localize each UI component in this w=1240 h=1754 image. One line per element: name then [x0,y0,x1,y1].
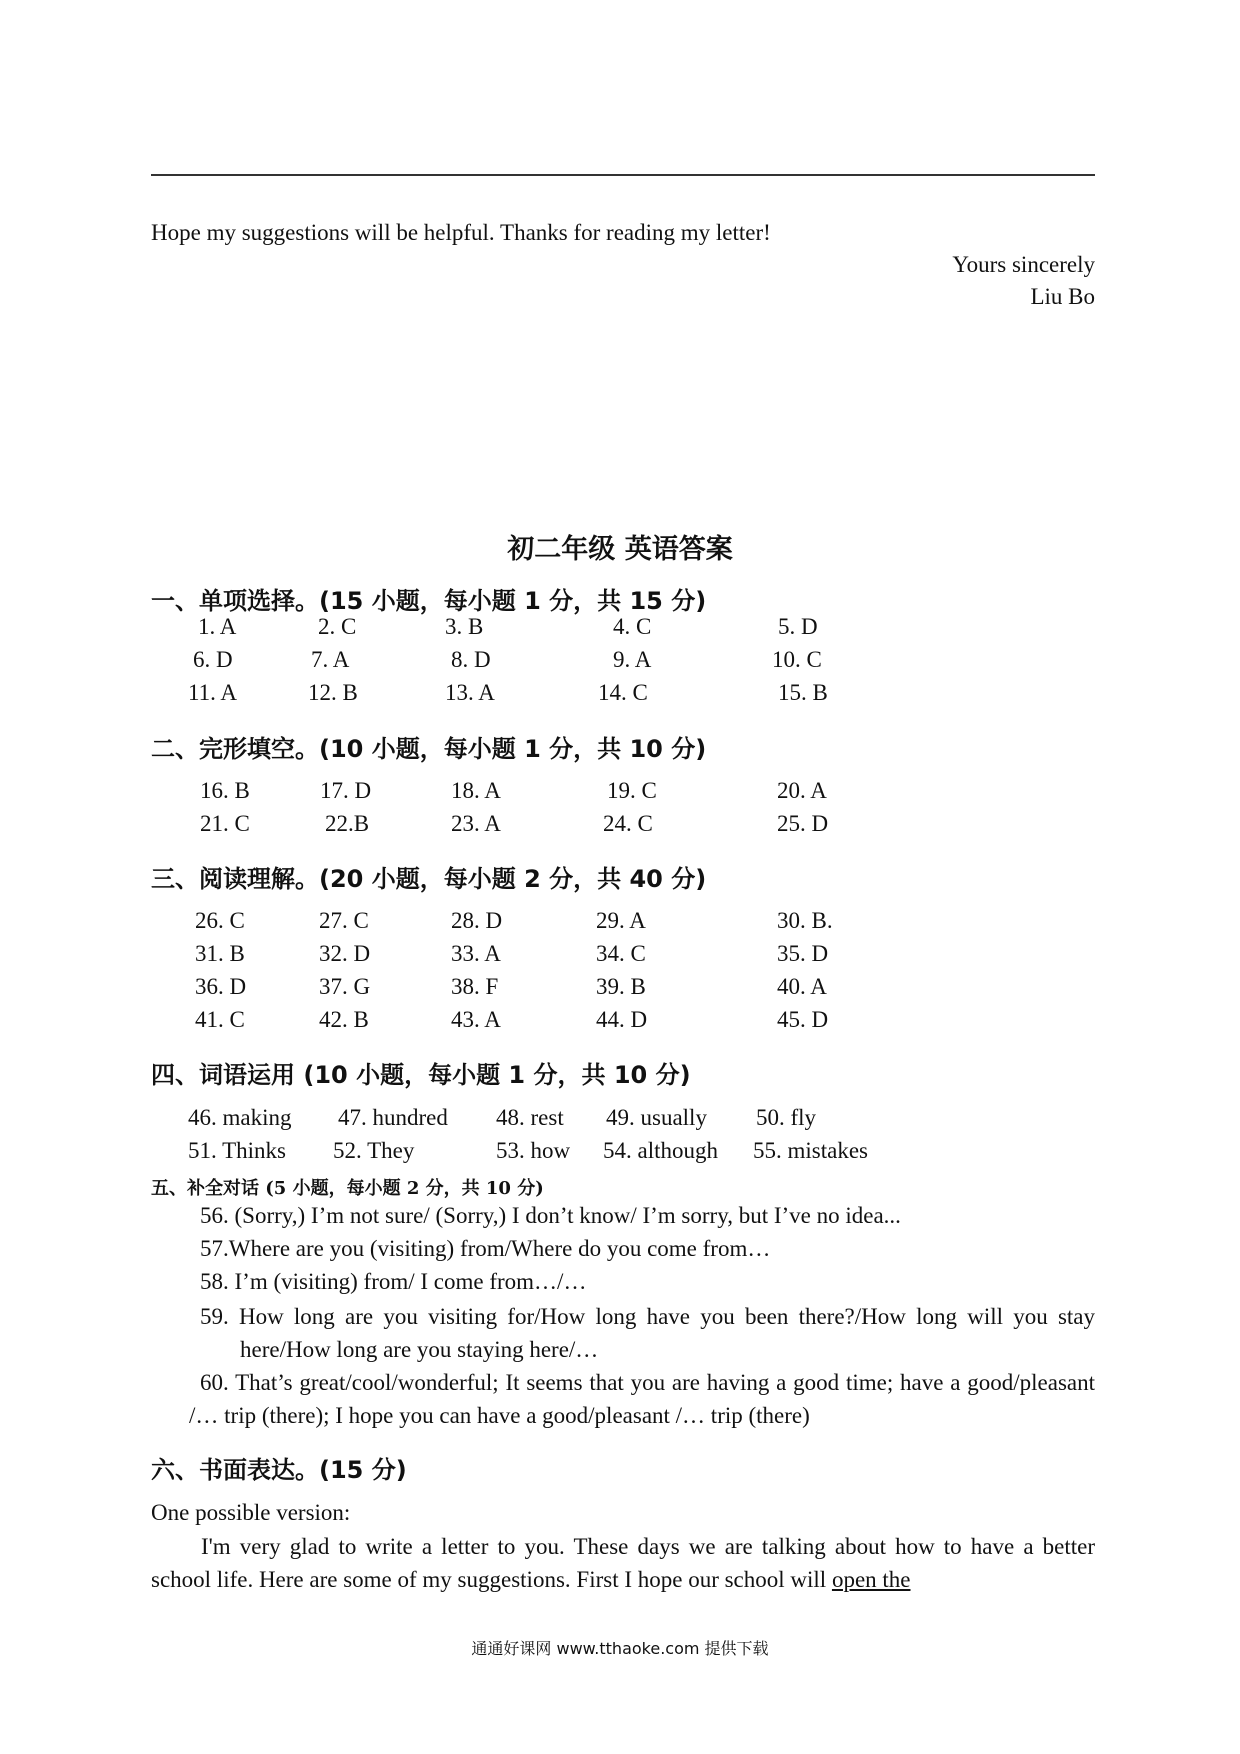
section-heading-reading: 三、阅读理解。(20 小题，每小题 2 分，共 40 分) [151,865,707,893]
answer-cell: 29. A [596,908,646,933]
letter-sign-off: Yours sincerely [952,252,1095,277]
answer-cell: 2. C [318,614,357,639]
section-heading-cloze: 二、完形填空。(10 小题，每小题 1 分，共 10 分) [151,735,707,763]
answer-cell: 4. C [613,614,652,639]
answer-cell: 15. B [778,680,828,705]
answer-cell: 3. B [445,614,484,639]
answer-line [151,174,1095,176]
answer-cell: 20. A [777,778,827,803]
answer-cell: 50. fly [756,1105,817,1130]
answer-cell: 7. A [311,647,350,672]
answer-cell: 18. A [451,778,501,803]
answer-cell: 35. D [777,941,829,966]
writing-sample-paragraph [151,1530,1095,1596]
answer-cell: 31. B [195,941,245,966]
page-title: 初二年级 英语答案 [507,534,733,565]
answer-cell: 5. D [778,614,818,639]
answer-cell: 38. F [451,974,499,999]
answer-cell: 46. making [188,1105,292,1130]
answer-cell: 43. A [451,1007,501,1032]
answer-cell: 36. D [195,974,247,999]
answer-cell: 54. although [603,1138,718,1163]
answer-cell: 32. D [319,941,371,966]
answer-cell: 40. A [777,974,827,999]
answer-cell: 45. D [777,1007,829,1032]
answer-cell: 48. rest [496,1105,564,1130]
answer-cell: 41. C [195,1007,245,1032]
answer-cell: 8. D [451,647,491,672]
answer-cell: 23. A [451,811,501,836]
answer-cell: 27. C [319,908,369,933]
writing-sample-text: I'm very glad to write a letter to you. These days we are talking about how to have a better school life. Here are some of my suggestions. First I hope our school will [151,1534,1095,1592]
answer-cell: 16. B [200,778,250,803]
writing-sample-underlined: open the [831,1567,911,1592]
answer-cell: 28. D [451,908,503,933]
answer-cell: 13. A [445,680,495,705]
answer-cell: 6. D [193,647,233,672]
answer-cell: 55. mistakes [753,1138,868,1163]
dialogue-answer-56: 56. (Sorry,) I’m not sure/ (Sorry,) I don’t know/ I’m sorry, but I’ve no idea... [200,1203,901,1228]
dialogue-answer-57: 57.Where are you (visiting) from/Where do you come from… [200,1236,771,1261]
answer-cell: 44. D [596,1007,648,1032]
answer-cell: 52. They [333,1138,415,1163]
answer-cell: 37. G [319,974,371,999]
letter-closing-line: Hope my suggestions will be helpful. Thanks for reading my letter! [151,220,771,245]
answer-cell: 33. A [451,941,501,966]
answer-cell: 17. D [320,778,372,803]
answer-cell: 49. usually [606,1105,707,1130]
answer-cell: 39. B [596,974,646,999]
section-heading-writing: 六、书面表达。(15 分) [151,1456,407,1484]
section-heading-dialogue: 五、补全对话 (5 小题，每小题 2 分，共 10 分) [151,1178,544,1199]
answer-cell: 42. B [319,1007,369,1032]
answer-cell: 51. Thinks [188,1138,286,1163]
page-footer: 通通好课网 www.tthaoke.com 提供下载 [471,1639,769,1658]
dialogue-answer-58: 58. I’m (visiting) from/ I come from…/… [200,1269,587,1294]
answer-cell: 26. C [195,908,245,933]
answer-cell: 53. how [496,1138,571,1163]
dialogue-answer-60: 60. That’s great/cool/wonderful; It seems that you are having a good time; have a good/pleasant /… trip (there); I hope you can have a good/pleasant /… trip (there) [189,1370,1095,1428]
answer-cell: 12. B [308,680,358,705]
dialogue-answer-59: 59. How long are you visiting for/How long have you been there?/How long will you stay here/How long are you staying here/… [200,1304,1095,1362]
answer-cell: 34. C [596,941,646,966]
letter-signature: Liu Bo [1030,284,1095,309]
answer-cell: 22.B [325,811,370,836]
answer-cell: 47. hundred [338,1105,448,1130]
answer-cell: 21. C [200,811,250,836]
answer-cell: 10. C [772,647,822,672]
section-heading-word-use: 四、词语运用 (10 小题，每小题 1 分，共 10 分) [151,1061,691,1089]
answer-cell: 14. C [598,680,648,705]
writing-intro: One possible version: [151,1500,351,1525]
answer-cell: 19. C [607,778,657,803]
answer-cell: 25. D [777,811,829,836]
section-heading-single-choice: 一、单项选择。(15 小题，每小题 1 分，共 15 分) [151,587,707,615]
answer-cell: 1. A [198,614,237,639]
answer-cell: 9. A [613,647,652,672]
answer-cell: 24. C [603,811,653,836]
answer-cell: 30. B. [777,908,833,933]
answer-cell: 11. A [188,680,237,705]
